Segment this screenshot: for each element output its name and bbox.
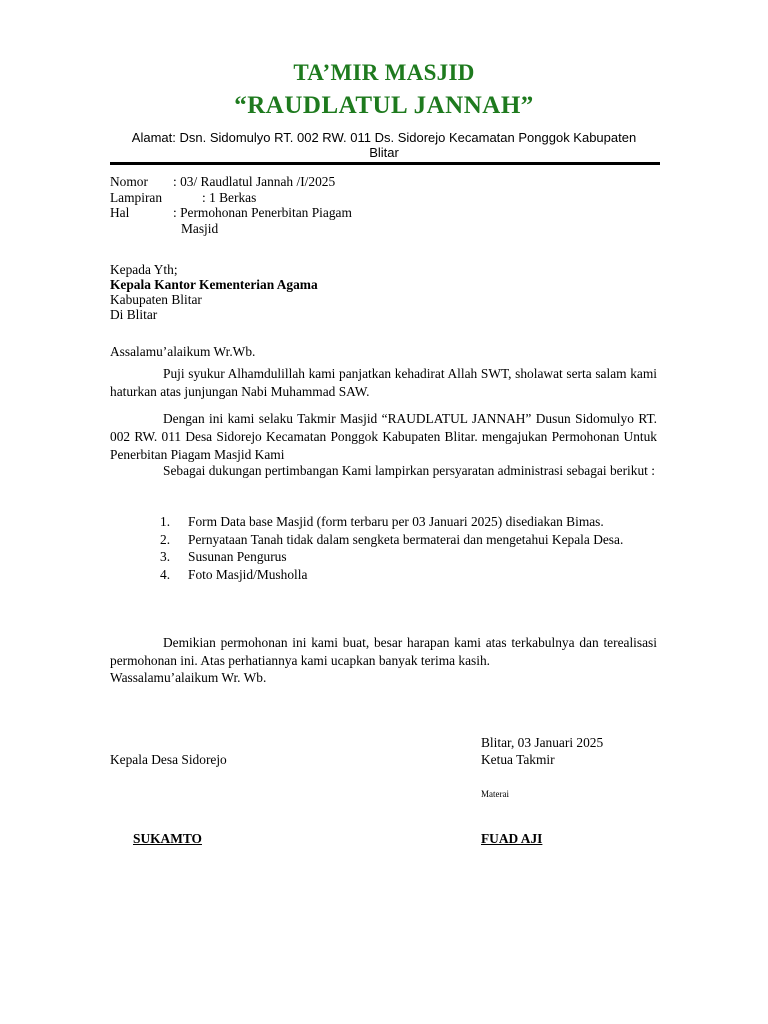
recipient-office: Kepala Kantor Kementerian Agama bbox=[110, 277, 318, 292]
paragraph-1 bbox=[110, 365, 657, 401]
left-signer-name: SUKAMTO bbox=[133, 831, 202, 846]
mosque-name: “RAUDLATUL JANNAH” bbox=[234, 92, 534, 119]
right-signer-name: FUAD AJI bbox=[481, 831, 543, 846]
list-item-number: 3. bbox=[160, 549, 171, 564]
right-signer-title: Ketua Takmir bbox=[481, 752, 555, 767]
org-title: TA’MIR MASJID bbox=[293, 60, 475, 85]
header-divider bbox=[110, 162, 660, 165]
recipient-regency: Kabupaten Blitar bbox=[110, 292, 202, 307]
list-item-text: Pernyataan Tanah tidak dalam sengketa bermaterai dan mengetahui Kepala Desa. bbox=[188, 531, 624, 547]
paragraph-2-text: Dengan ini kami selaku Takmir Masjid “RAUDLATUL JANNAH” Dusun Sidomulyo RT. 002 RW. 011 Desa Sidorejo Kecamatan Ponggok Kabupaten Blitar. mengajukan Permohonan Untuk Penerbitan Piagam Masjid Kami bbox=[110, 411, 657, 462]
list-item-number: 4. bbox=[160, 566, 171, 582]
recipient-salutation: Kepada Yth; bbox=[110, 262, 178, 277]
hal-label: Hal bbox=[110, 205, 130, 220]
paragraph-3-text: Sebagai dukungan pertimbangan Kami lampirkan persyaratan administrasi sebagai berikut : bbox=[163, 463, 655, 478]
paragraph-3 bbox=[110, 462, 657, 480]
list-item bbox=[160, 531, 657, 549]
list-item bbox=[160, 548, 657, 566]
paragraph-1-text: Puji syukur Alhamdulillah kami panjatkan kehadirat Allah SWT, sholawat serta salam kami haturkan atas junjungan Nabi Muhammad SAW. bbox=[110, 366, 657, 399]
materai-label: Materai bbox=[481, 789, 509, 799]
hal-value: : Permohonan Penerbitan Piagam bbox=[173, 205, 352, 220]
list-item bbox=[160, 513, 657, 531]
nomor-label: Nomor bbox=[110, 174, 148, 189]
paragraph-4-text: Demikian permohonan ini kami buat, besar harapan kami atas terkabulnya dan terealisasi permohonan ini. Atas perhatiannya kami ucapkan banyak terima kasih. bbox=[110, 635, 657, 668]
list-item-text: Form Data base Masjid (form terbaru per 03 Januari 2025) disediakan Bimas. bbox=[188, 514, 604, 529]
lampiran-value: : 1 Berkas bbox=[202, 189, 257, 205]
signature-date: Blitar, 03 Januari 2025 bbox=[481, 735, 604, 750]
left-signer-title: Kepala Desa Sidorejo bbox=[110, 752, 227, 767]
requirements-list bbox=[160, 513, 657, 583]
lampiran-label: Lampiran bbox=[110, 189, 163, 205]
list-item bbox=[160, 566, 657, 584]
closing: Wassalamu’alaikum Wr. Wb. bbox=[110, 670, 267, 685]
nomor-value: : 03/ Raudlatul Jannah /I/2025 bbox=[173, 174, 336, 189]
recipient-city: Di Blitar bbox=[110, 307, 158, 322]
list-item-text: Foto Masjid/Musholla bbox=[188, 566, 308, 582]
hal-value-cont: Masjid bbox=[181, 220, 219, 236]
greeting: Assalamu’alaikum Wr.Wb. bbox=[110, 344, 256, 359]
address: Alamat: Dsn. Sidomulyo RT. 002 RW. 011 Ds. Sidorejo Kecamatan Ponggok Kabupaten Blitar bbox=[131, 130, 637, 160]
paragraph-2 bbox=[110, 410, 657, 464]
list-item-text: Susunan Pengurus bbox=[188, 549, 287, 564]
list-item-number: 1. bbox=[160, 514, 171, 529]
paragraph-4 bbox=[110, 634, 657, 670]
list-item-number: 2. bbox=[160, 531, 171, 547]
